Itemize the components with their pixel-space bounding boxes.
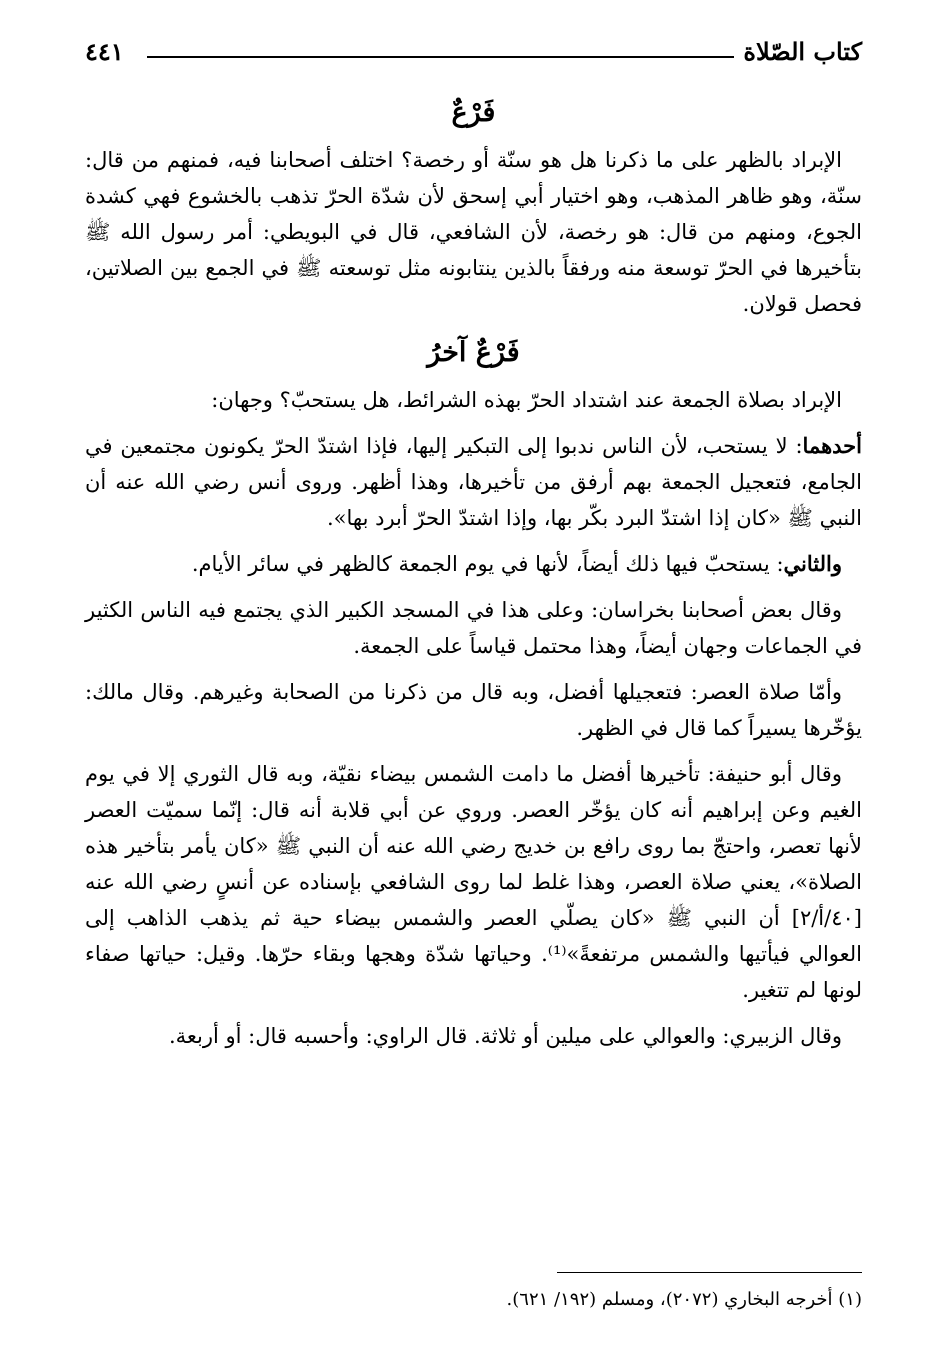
paragraph-text: وقال بعض أصحابنا بخراسان: وعلى هذا في المسجد الكبير الذي يجتمع فيه الناس الكثير في الجماعات وجهان أيضاً، وهذا محتمل قياساً على الجمعة. [85, 598, 862, 658]
paragraph-text: : يستحبّ فيها ذلك أيضاً، لأنها في يوم الجمعة كالظهر في سائر الأيام. [191, 552, 784, 576]
page-number: ٤٤١ [85, 37, 124, 66]
paragraph-text: وقال أبو حنيفة: تأخيرها أفضل ما دامت الشمس بيضاء نقيّة، وبه قال الثوري إلا في يوم الغيم وعن إبراهيم أنه كان يؤخّر العصر. وروي عن أبي قلابة أنه قال: إنّما سميّت العصر لأنها تعصر، واحتجّ بما روى رافع بن خديج رضي الله عنه أن النبي ﷺ «كان يأمر بتأخير هذه الصلاة»، يعني صلاة العصر، وهذا غلط لما روى الشافعي بإسناده عن أنسٍ رضي الله عنه [٤٠/أ/٢] أن النبي ﷺ «كان يصلّي العصر والشمس بيضاء حية ثم يذهب الذاهب إلى العوالي فيأتيها والشمس مرتفعةً»⁽¹⁾. وحياتها شدّة وهجها وبقاء حرّها. وقيل: حياتها صفاء لونها لم تتغير. [85, 762, 862, 1002]
paragraph-text: وأمّا صلاة العصر: فتعجيلها أفضل، وبه قال من ذكرنا من الصحابة وغيرهم. وقال مالك: يؤخّرها يسيراً كما قال في الظهر. [85, 680, 862, 740]
paragraph-text: وقال الزبيري: والعوالي على ميلين أو ثلاثة. قال الراوي: وأحسبه قال: أو أربعة. [168, 1024, 842, 1048]
paragraph-text: : لا يستحب، لأن الناس ندبوا إلى التبكير إليها، فإذا اشتدّ الحرّ يكونون مجتمعين في الجامع، فتعجيل الجمعة بهم أرفق من تأخيرها، وهذا أظهر. وروى أنس رضي الله عنه أن النبي ﷺ «كان إذا اشتدّ البرد بكّر بها، وإذا اشتدّ الحرّ أبرد بها». [85, 434, 862, 530]
paragraph [85, 756, 862, 1008]
running-title: كتاب الصّلاة [743, 37, 862, 66]
paragraph: الإبراد بالظهر على ما ذكرنا هل هو سنّة أو رخصة؟ اختلف أصحابنا فيه، فمنهم من قال: سنّة، وهو ظاهر المذهب، وهو اختيار أبي إسحق لأن شدّة الحرّ تذهب بالخشوع فهي كشدة الجوع، ومنهم من قال: هو رخصة، لأن الشافعي، قال في البويطي: أمر رسول الله ﷺ بتأخيرها في الحرّ توسعة منه ورفقاً بالذين ينتابونه مثل توسعته ﷺ في الجمع بين الصلاتين، فحصل قولان. [85, 148, 862, 316]
page-header [85, 36, 862, 72]
main-content [85, 94, 862, 1064]
footnote: (١) أخرجه البخاري (٢٠٧٢)، ومسلم (١٩٢/ ٦٢١). [506, 1289, 862, 1310]
paragraph [85, 428, 862, 536]
paragraph [85, 382, 862, 418]
section-title-far: فَرْعٌ [451, 97, 496, 128]
paragraph-lead: والثاني [783, 551, 842, 576]
paragraph-lead: أحدهما [802, 433, 862, 458]
paragraph [85, 546, 862, 582]
paragraph [85, 1018, 862, 1054]
footnote-rule [557, 1272, 862, 1273]
paragraph-text: الإبراد بصلاة الجمعة عند اشتداد الحرّ بهذه الشرائط، هل يستحبّ؟ وجهان: [211, 388, 842, 412]
header-rule [147, 56, 734, 58]
paragraph [85, 592, 862, 664]
paragraph [85, 674, 862, 746]
section-title-far-akhar: فَرْعٌ آخرُ [427, 337, 520, 368]
